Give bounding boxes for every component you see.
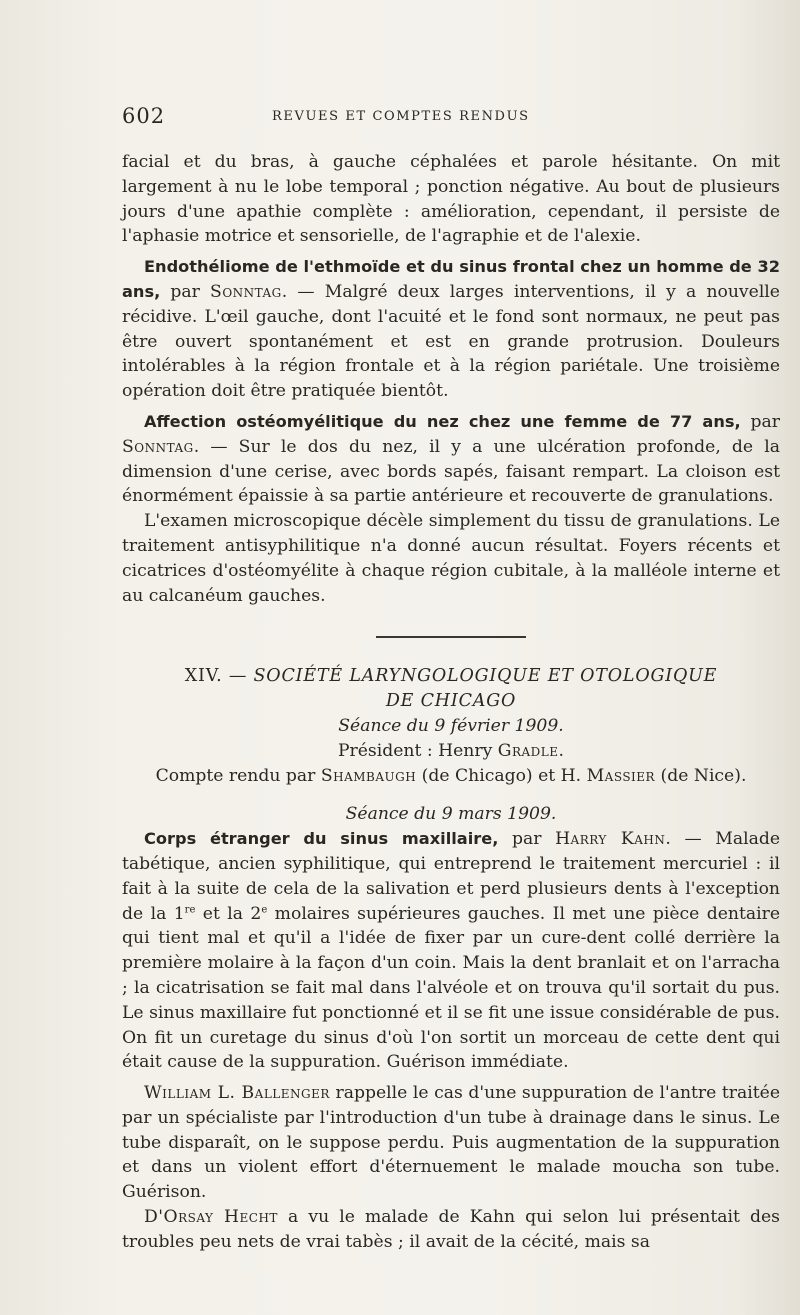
- paragraph-continued: facial et du bras, à gauche céphalées et parole hésitante. On mit largement à nu le lobe temporal ; ponction négative. Au bout de plusieurs jours d'une apathie complète : amélioration, cependant, il persiste de l'aphasie motrice et sensorielle, de l'agraphie et de l'alexie.: [122, 152, 780, 247]
- paragraph-examen: L'examen microscopique décèle simplement du tissu de granulations. Le traitement antisyphilitique n'a donné aucun résultat. Foyers récents et cicatrices d'ostéomyélite à chaque région cubitale, à la malléole interne et au calcanéum gauches.: [122, 511, 780, 606]
- case-title-endotheliome: Endothéliome de l'ethmoïde et du sinus frontal chez un homme de 32 ans,: [122, 257, 780, 301]
- paragraph-endotheliome: Endothéliome de l'ethmoïde et du sinus frontal chez un homme de 32 ans, par Sonntag. — Malgré deux larges interventions, il y a nouvelle récidive. L'œil gauche, dont l'acuité et le fond sont normaux, ne peut pas être ouvert spontanément et est en grande protrusion. Douleurs intolérables à la région frontale et à la région pariétale. Une troisième opération doit être pratiquée bientôt.: [122, 257, 780, 402]
- president-line: Président : Henry Gradle.: [337, 740, 564, 761]
- seance-date-2: Séance du 9 mars 1909.: [345, 804, 557, 825]
- case-title-osteomyelitique: Affection ostéomyélitique du nez chez une femme de 77 ans,: [144, 411, 741, 431]
- running-head: REVUES ET COMPTES RENDUS: [272, 109, 530, 124]
- text-column: [122, 150, 780, 1255]
- page-header: [122, 104, 782, 134]
- author-hecht: D'Orsay Hecht: [144, 1207, 278, 1228]
- paragraph-hecht: D'Orsay Hecht a vu le malade de Kahn qui selon lui présentait des troubles peu nets de vrai tabès ; il avait de la cécité, mais sa: [122, 1207, 780, 1252]
- compte-rendu-line: Compte rendu par Shambaugh (de Chicago) et H. Massier (de Nice).: [155, 765, 747, 786]
- seance-date-1: Séance du 9 février 1909.: [338, 715, 564, 736]
- section-heading-line2: DE CHICAGO: [385, 691, 517, 712]
- author-ballenger: William L. Ballenger: [144, 1083, 330, 1104]
- page-number: 602: [122, 104, 166, 128]
- case-title-corps-etranger: Corps étranger du sinus maxillaire,: [144, 829, 499, 849]
- author-sonntag-2: Sonntag: [122, 436, 194, 457]
- paragraph-ballenger: William L. Ballenger rappelle le cas d'une suppuration de l'antre traitée par un spécialiste par l'introduction d'un tube à drainage dans le sinus. Le tube disparaît, on le suppose perdu. Puis augmentation de la suppuration et dans un violent effort d'éternuement le malade moucha son tube. Guérison.: [122, 1083, 780, 1203]
- author-sonntag: Sonntag: [210, 281, 282, 302]
- section-heading: XIV. — SOCIÉTÉ LARYNGOLOGIQUE ET OTOLOGIQUE: [184, 666, 718, 687]
- section-divider: [376, 636, 526, 638]
- paragraph-osteomyelitique: Affection ostéomyélitique du nez chez une femme de 77 ans, par Sonntag. — Sur le dos du nez, il y a une ulcération profonde, de la dimension d'une cerise, avec bords sapés, faisant rempart. La cloison est énormément épaissie à sa partie antérieure et recouverte de granulations.: [122, 411, 780, 507]
- author-kahn: Harry Kahn: [555, 829, 666, 850]
- paragraph-corps-etranger: Corps étranger du sinus maxillaire, par Harry Kahn. — Malade tabétique, ancien syphilitique, qui entreprend le traitement mercuriel : il fait à la suite de cela de la salivation et perd plusieurs dents à l'exception de la 1re et la 2e molaires supérieures gauches. Il met une pièce dentaire qui tient mal et qu'il a l'idée de fixer par un cure-dent collé derrière la première molaire à la façon d'un coin. Mais la dent branlait et on l'arracha ; la cicatrisation se fait mal dans l'alvéole et on trouva qu'il sortait du pus. Le sinus maxillaire fut ponctionné et il se fit une issue considérable de pus. On fit un curetage du sinus d'où l'on sortit un morceau de cette dent qui était cause de la suppuration. Guérison immédiate.: [122, 829, 781, 1073]
